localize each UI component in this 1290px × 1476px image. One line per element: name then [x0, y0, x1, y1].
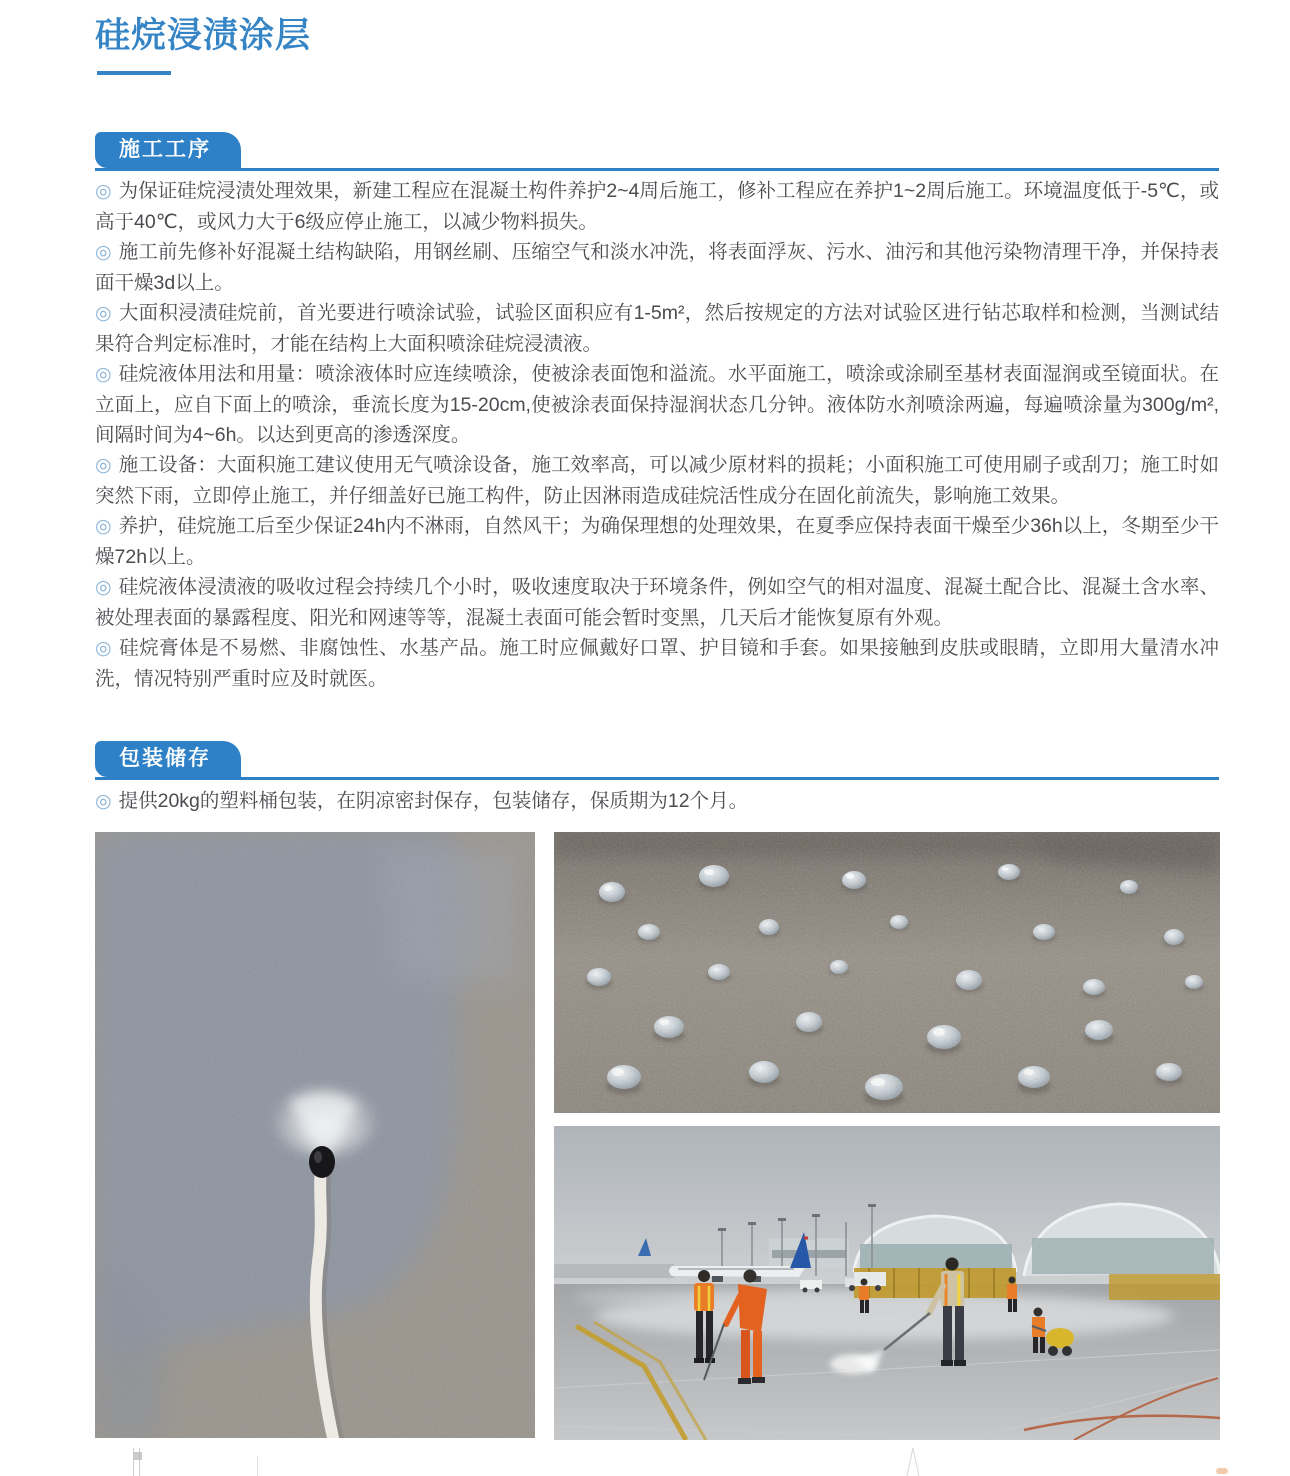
next-figure-faint-line — [257, 1456, 258, 1476]
next-figure-faint-tower — [905, 1448, 921, 1476]
photo-silane-spray-on-wall — [95, 832, 535, 1438]
section-badge-packaging: 包装储存 — [95, 741, 241, 777]
page-title: 硅烷浸渍涂层 — [95, 16, 312, 55]
bullet-text: 养护，硅烷施工后至少保证24h内不淋雨，自然风干；为确保理想的处理效果，在夏季应保持表面干燥至少36h以上，冬期至少干燥72h以上。 — [95, 515, 1219, 568]
photo-water-beading-surface — [554, 832, 1220, 1113]
bullet-paragraph — [95, 786, 1219, 817]
bullet-text: 为保证硅烷浸渍处理效果，新建工程应在混凝土构件养护2~4周后施工，修补工程应在养护1~2周后施工。环境温度低于-5℃，或高于40℃，或风力大于6级应停止施工，以减少物料损失。 — [95, 180, 1219, 233]
bullet-paragraph — [95, 633, 1219, 694]
bullet-marker-icon: ◎ — [95, 455, 112, 476]
bullet-paragraph — [95, 511, 1219, 572]
bullet-marker-icon: ◎ — [95, 364, 112, 385]
bullet-marker-icon: ◎ — [95, 638, 113, 659]
airport-scene-illustration — [554, 1126, 1220, 1440]
section-body-packaging — [95, 786, 1219, 817]
bullet-text: 硅烷液体用法和用量：喷涂液体时应连续喷涂，使被涂表面饱和溢流。水平面施工，喷涂或涂刷至基材表面湿润或至镜面状。在立面上，应自下面上的喷涂，垂流长度为15-20cm,使被涂表面保持湿润状态几分钟。液体防水剂喷涂两遍，每遍喷涂量为300g/m²,间隔时间为4~6h。以达到更高的渗透深度。 — [95, 363, 1219, 446]
next-figure-faint-orange — [1216, 1468, 1228, 1474]
bullet-text: 硅烷液体浸渍液的吸收过程会持续几个小时，吸收速度取决于环境条件，例如空气的相对温度、混凝土配合比、混凝土含水率、被处理表面的暴露程度、阳光和网速等等，混凝土表面可能会暂时变黑，几天后才能恢复原有外观。 — [95, 576, 1219, 629]
bullet-text: 施工设备：大面积施工建议使用无气喷涂设备，施工效率高，可以减少原材料的损耗；小面积施工可使用刷子或刮刀；施工时如突然下雨，立即停止施工，并仔细盖好已施工构件，防止因淋雨造成硅烷活性成分在固化前流失，影响施工效果。 — [95, 454, 1219, 507]
section-header-construction — [95, 132, 1219, 171]
section-header-packaging — [95, 741, 1219, 780]
section-body-construction — [95, 176, 1219, 694]
bullet-paragraph — [95, 237, 1219, 298]
title-underline — [97, 71, 171, 75]
bullet-marker-icon: ◎ — [95, 303, 112, 324]
section-badge-construction: 施工工序 — [95, 132, 241, 168]
bullet-paragraph — [95, 572, 1219, 633]
bullet-marker-icon: ◎ — [95, 516, 112, 537]
bullet-marker-icon: ◎ — [95, 181, 112, 202]
bullet-marker-icon: ◎ — [95, 791, 112, 812]
bullet-text: 施工前先修补好混凝土结构缺陷，用钢丝刷、压缩空气和淡水冲洗，将表面浮灰、污水、油污和其他污染物清理干净，并保持表面干燥3d以上。 — [95, 241, 1219, 294]
bullet-paragraph — [95, 450, 1219, 511]
bullet-text: 大面积浸渍硅烷前，首光要进行喷涂试验，试验区面积应有1-5m²，然后按规定的方法对试验区进行钻芯取样和检测，当测试结果符合判定标准时，才能在结构上大面积喷涂硅烷浸渍液。 — [95, 302, 1219, 355]
bullet-text: 硅烷膏体是不易燃、非腐蚀性、水基产品。施工时应佩戴好口罩、护目镜和手套。如果接触到皮肤或眼睛，立即用大量清水冲洗，情况特别严重时应及时就医。 — [95, 637, 1219, 690]
photo-airport-apron-application — [554, 1126, 1220, 1440]
bullet-paragraph — [95, 298, 1219, 359]
bullet-marker-icon: ◎ — [95, 577, 112, 598]
bullet-paragraph — [95, 359, 1219, 450]
spray-wall-illustration — [95, 832, 535, 1438]
bullet-marker-icon: ◎ — [95, 242, 112, 263]
bullet-paragraph — [95, 176, 1219, 237]
water-beads-illustration — [554, 832, 1220, 1113]
bullet-text: 提供20kg的塑料桶包装，在阴凉密封保存，包装储存，保质期为12个月。 — [118, 790, 749, 812]
next-figure-faint-blob — [134, 1452, 142, 1460]
